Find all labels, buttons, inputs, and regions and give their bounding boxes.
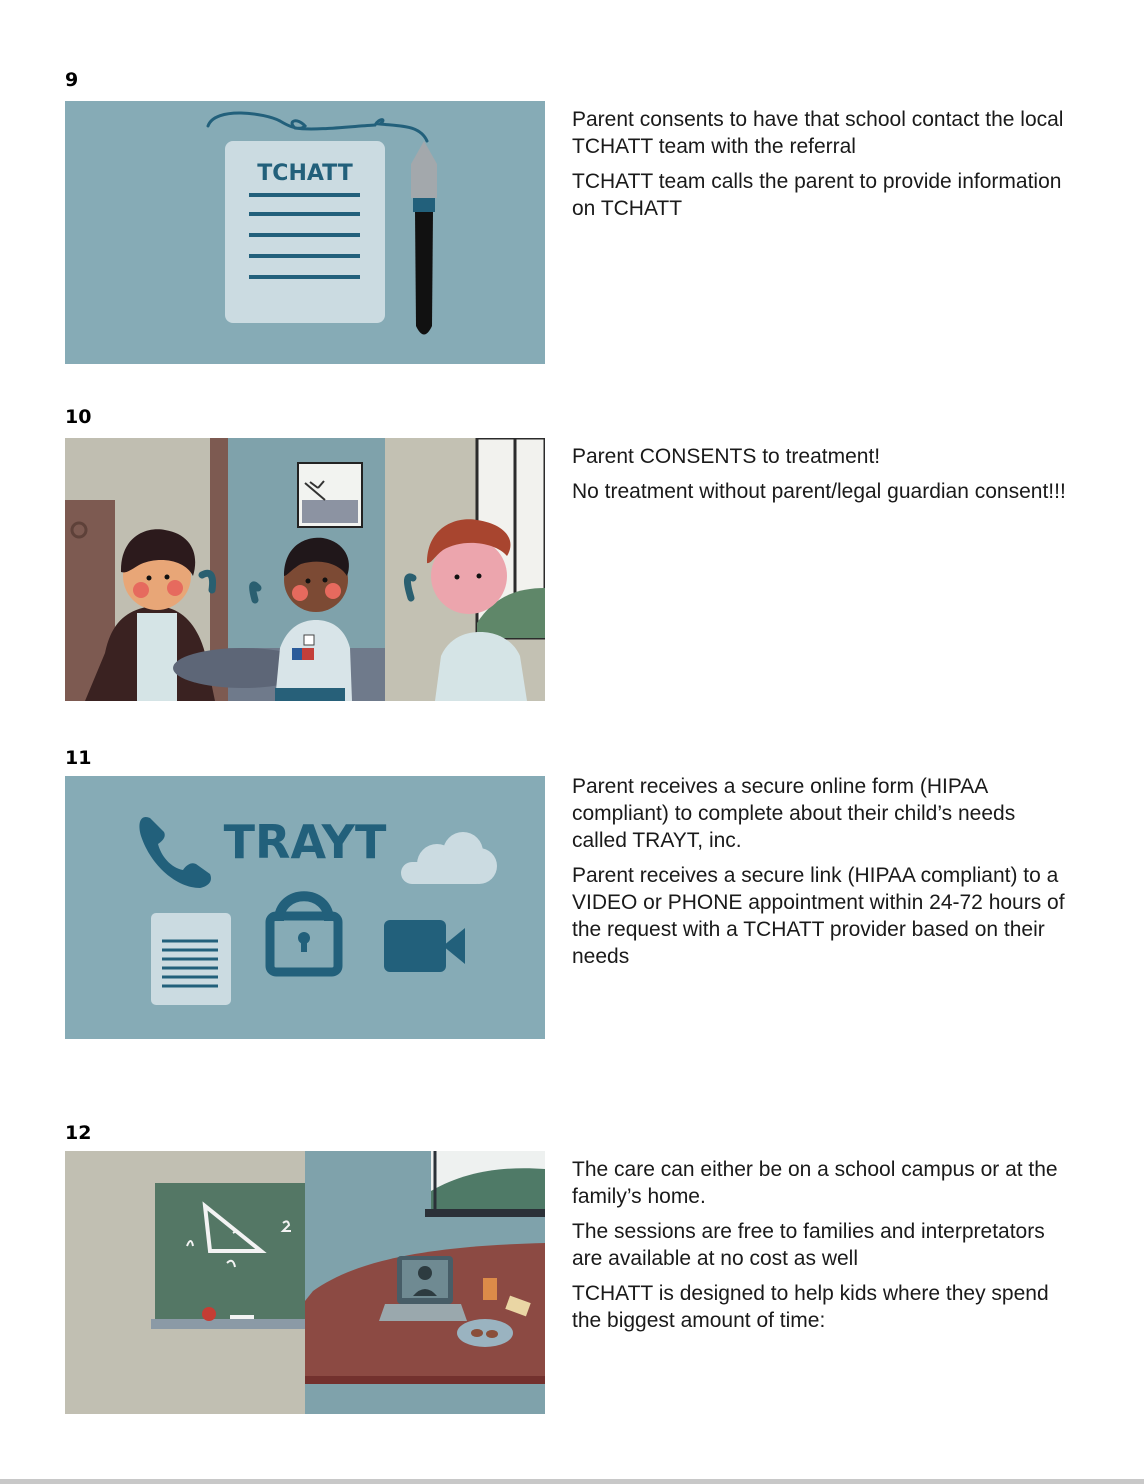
paragraph: Parent receives a secure link (HIPAA compliant) to a VIDEO or PHONE appointment within 24-72 hours of the request with a TCHATT provider based on their needs bbox=[572, 864, 1065, 968]
illustration-care-locations bbox=[65, 1151, 545, 1414]
paragraph: No treatment without parent/legal guardian consent!!! bbox=[572, 480, 1066, 503]
paragraph: TCHATT is designed to help kids where they spend the biggest amount of time: bbox=[572, 1282, 1049, 1332]
step-description bbox=[572, 773, 1072, 978]
paragraph: Parent consents to have that school contact the local TCHATT team with the referral bbox=[572, 108, 1064, 158]
illustration-consent-document bbox=[65, 101, 545, 364]
paragraph: The care can either be on a school campus or at the family’s home. bbox=[572, 1158, 1058, 1208]
paragraph: The sessions are free to families and interpretators are available at no cost as well bbox=[572, 1220, 1045, 1270]
illustration-trayt-secure-form bbox=[65, 776, 545, 1039]
step-number: 10 bbox=[65, 406, 92, 428]
step-description bbox=[572, 1156, 1072, 1342]
paragraph: Parent receives a secure online form (HIPAA compliant) to complete about their child’s needs called TRAYT, inc. bbox=[572, 775, 1016, 852]
tchatt-logo-text: TCHATT bbox=[257, 161, 353, 186]
paragraph: TCHATT team calls the parent to provide information on TCHATT bbox=[572, 170, 1062, 220]
step-description bbox=[572, 443, 1072, 513]
step-number: 11 bbox=[65, 747, 92, 769]
document-icon bbox=[151, 913, 231, 1005]
step-number: 9 bbox=[65, 69, 79, 91]
step-description bbox=[572, 106, 1072, 230]
paragraph: Parent CONSENTS to treatment! bbox=[572, 445, 881, 468]
trayt-logo-text: TRAYT bbox=[223, 815, 387, 869]
step-number: 12 bbox=[65, 1122, 92, 1144]
illustration-phone-calls bbox=[65, 438, 545, 701]
page-bottom-border bbox=[0, 1479, 1144, 1484]
